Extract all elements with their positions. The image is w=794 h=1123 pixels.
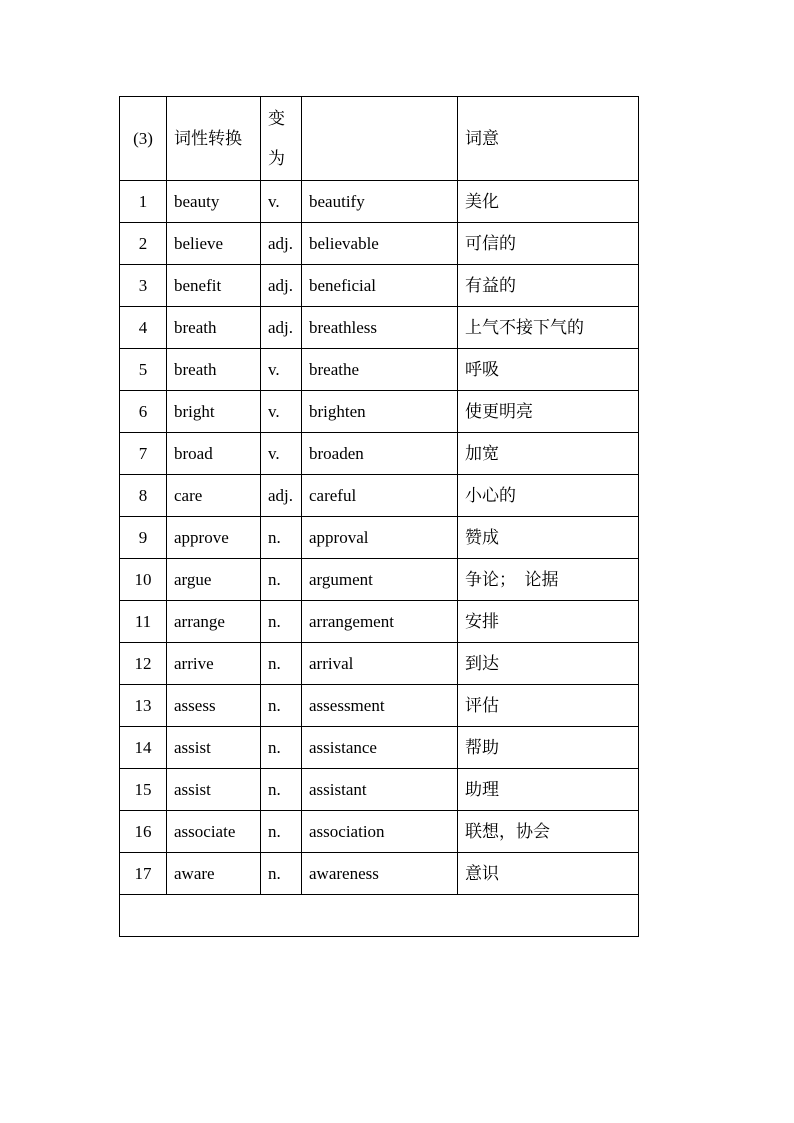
row-word: breath bbox=[167, 349, 261, 391]
row-number: 6 bbox=[120, 391, 167, 433]
row-word: assist bbox=[167, 769, 261, 811]
row-word: arrive bbox=[167, 643, 261, 685]
row-part-of-speech: n. bbox=[261, 643, 302, 685]
row-part-of-speech: adj. bbox=[261, 223, 302, 265]
row-word: beauty bbox=[167, 181, 261, 223]
table-header-row bbox=[120, 97, 639, 181]
header-number: (3) bbox=[120, 97, 167, 181]
row-number: 5 bbox=[120, 349, 167, 391]
table-row bbox=[120, 769, 639, 811]
row-meaning: 意识 bbox=[458, 853, 639, 895]
row-part-of-speech: n. bbox=[261, 559, 302, 601]
row-meaning: 赞成 bbox=[458, 517, 639, 559]
row-word: associate bbox=[167, 811, 261, 853]
row-word: arrange bbox=[167, 601, 261, 643]
row-word: broad bbox=[167, 433, 261, 475]
row-number: 14 bbox=[120, 727, 167, 769]
row-derived-word: believable bbox=[302, 223, 458, 265]
row-number: 8 bbox=[120, 475, 167, 517]
row-part-of-speech: n. bbox=[261, 769, 302, 811]
table-row bbox=[120, 727, 639, 769]
row-derived-word: association bbox=[302, 811, 458, 853]
table-row bbox=[120, 223, 639, 265]
row-meaning: 评估 bbox=[458, 685, 639, 727]
row-meaning: 可信的 bbox=[458, 223, 639, 265]
row-derived-word: arrangement bbox=[302, 601, 458, 643]
row-part-of-speech: adj. bbox=[261, 307, 302, 349]
table-row bbox=[120, 685, 639, 727]
row-derived-word: careful bbox=[302, 475, 458, 517]
row-meaning: 争论； 论据 bbox=[458, 559, 639, 601]
row-meaning: 联想，协会 bbox=[458, 811, 639, 853]
row-number: 12 bbox=[120, 643, 167, 685]
row-part-of-speech: v. bbox=[261, 349, 302, 391]
row-part-of-speech: n. bbox=[261, 811, 302, 853]
row-derived-word: arrival bbox=[302, 643, 458, 685]
row-number: 11 bbox=[120, 601, 167, 643]
row-number: 10 bbox=[120, 559, 167, 601]
row-derived-word: breathe bbox=[302, 349, 458, 391]
row-number: 16 bbox=[120, 811, 167, 853]
row-meaning: 使更明亮 bbox=[458, 391, 639, 433]
table-row bbox=[120, 433, 639, 475]
row-word: approve bbox=[167, 517, 261, 559]
header-word-conversion: 词性转换 bbox=[167, 97, 261, 181]
row-meaning: 呼吸 bbox=[458, 349, 639, 391]
table-row bbox=[120, 559, 639, 601]
header-meaning: 词意 bbox=[458, 97, 639, 181]
row-word: assist bbox=[167, 727, 261, 769]
row-number: 2 bbox=[120, 223, 167, 265]
table-row bbox=[120, 601, 639, 643]
row-number: 7 bbox=[120, 433, 167, 475]
row-derived-word: assistance bbox=[302, 727, 458, 769]
table-row bbox=[120, 517, 639, 559]
row-word: benefit bbox=[167, 265, 261, 307]
row-word: care bbox=[167, 475, 261, 517]
row-part-of-speech: n. bbox=[261, 601, 302, 643]
row-number: 9 bbox=[120, 517, 167, 559]
table-row bbox=[120, 349, 639, 391]
row-derived-word: approval bbox=[302, 517, 458, 559]
row-part-of-speech: n. bbox=[261, 685, 302, 727]
row-part-of-speech: adj. bbox=[261, 265, 302, 307]
row-number: 17 bbox=[120, 853, 167, 895]
row-derived-word: broaden bbox=[302, 433, 458, 475]
row-meaning: 有益的 bbox=[458, 265, 639, 307]
row-part-of-speech: adj. bbox=[261, 475, 302, 517]
row-derived-word: brighten bbox=[302, 391, 458, 433]
row-part-of-speech: n. bbox=[261, 853, 302, 895]
row-meaning: 助理 bbox=[458, 769, 639, 811]
row-derived-word: breathless bbox=[302, 307, 458, 349]
row-part-of-speech: v. bbox=[261, 181, 302, 223]
row-meaning: 上气不接下气的 bbox=[458, 307, 639, 349]
row-meaning: 到达 bbox=[458, 643, 639, 685]
row-part-of-speech: n. bbox=[261, 517, 302, 559]
row-word: aware bbox=[167, 853, 261, 895]
row-word: believe bbox=[167, 223, 261, 265]
row-derived-word: argument bbox=[302, 559, 458, 601]
row-meaning: 美化 bbox=[458, 181, 639, 223]
header-derived bbox=[302, 97, 458, 181]
table-footer-row bbox=[120, 895, 639, 937]
row-meaning: 加宽 bbox=[458, 433, 639, 475]
table-row bbox=[120, 181, 639, 223]
table-row bbox=[120, 811, 639, 853]
row-word: argue bbox=[167, 559, 261, 601]
row-derived-word: assessment bbox=[302, 685, 458, 727]
row-derived-word: assistant bbox=[302, 769, 458, 811]
table-body bbox=[120, 97, 639, 937]
row-part-of-speech: n. bbox=[261, 727, 302, 769]
row-derived-word: beautify bbox=[302, 181, 458, 223]
row-number: 3 bbox=[120, 265, 167, 307]
vocabulary-table bbox=[119, 96, 639, 937]
row-derived-word: awareness bbox=[302, 853, 458, 895]
table-row bbox=[120, 265, 639, 307]
row-number: 4 bbox=[120, 307, 167, 349]
row-part-of-speech: v. bbox=[261, 391, 302, 433]
row-word: breath bbox=[167, 307, 261, 349]
row-meaning: 帮助 bbox=[458, 727, 639, 769]
table-row bbox=[120, 853, 639, 895]
row-number: 1 bbox=[120, 181, 167, 223]
row-derived-word: beneficial bbox=[302, 265, 458, 307]
row-meaning: 安排 bbox=[458, 601, 639, 643]
row-number: 13 bbox=[120, 685, 167, 727]
header-becomes: 变为 bbox=[261, 97, 302, 181]
row-meaning: 小心的 bbox=[458, 475, 639, 517]
table-row bbox=[120, 391, 639, 433]
table-row bbox=[120, 643, 639, 685]
footer-empty-cell bbox=[120, 895, 639, 937]
row-word: bright bbox=[167, 391, 261, 433]
table-row bbox=[120, 475, 639, 517]
row-word: assess bbox=[167, 685, 261, 727]
table-row bbox=[120, 307, 639, 349]
row-number: 15 bbox=[120, 769, 167, 811]
row-part-of-speech: v. bbox=[261, 433, 302, 475]
